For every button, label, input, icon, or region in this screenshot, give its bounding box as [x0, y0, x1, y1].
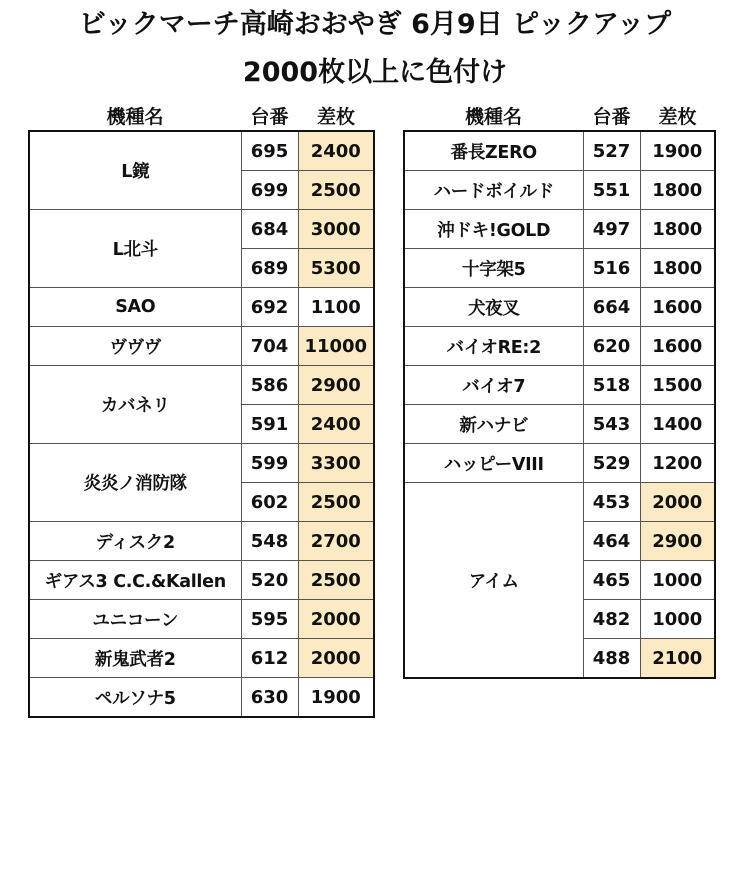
model-name-cell: ペルソナ5	[29, 678, 241, 718]
machine-number-cell: 518	[583, 366, 640, 405]
model-name-cell: アイム	[404, 483, 583, 679]
diff-cell: 1800	[640, 249, 715, 288]
right-results-table	[403, 100, 716, 679]
model-name-cell: 犬夜叉	[404, 288, 583, 327]
diff-cell: 1500	[640, 366, 715, 405]
diff-cell-highlighted: 2900	[640, 522, 715, 561]
diff-cell: 1600	[640, 288, 715, 327]
model-name-cell: バイオRE:2	[404, 327, 583, 366]
machine-number-cell: 630	[241, 678, 298, 718]
diff-cell: 1100	[298, 288, 374, 327]
model-name-cell: 新ハナビ	[404, 405, 583, 444]
machine-number-cell: 529	[583, 444, 640, 483]
left-header-row	[29, 100, 374, 131]
table-row	[29, 444, 374, 483]
diff-cell-highlighted: 2400	[298, 131, 374, 171]
table-row	[29, 288, 374, 327]
column-header-diff: 差枚	[316, 105, 355, 128]
machine-number-cell: 599	[241, 444, 298, 483]
machine-number-cell: 684	[241, 210, 298, 249]
machine-number-cell: 692	[241, 288, 298, 327]
column-header-model: 機種名	[106, 105, 164, 128]
model-name-cell: 炎炎ノ消防隊	[29, 444, 241, 522]
diff-cell-highlighted: 2000	[298, 639, 374, 678]
machine-number-cell: 591	[241, 405, 298, 444]
machine-number-cell: 704	[241, 327, 298, 366]
model-name-cell: ディスク2	[29, 522, 241, 561]
table-row	[29, 561, 374, 600]
table-row	[404, 366, 715, 405]
table-row	[29, 366, 374, 405]
diff-cell: 1600	[640, 327, 715, 366]
machine-number-cell: 602	[241, 483, 298, 522]
table-row	[29, 210, 374, 249]
page-subtitle: 2000枚以上に色付け	[242, 57, 508, 88]
machine-number-cell: 453	[583, 483, 640, 522]
column-header-diff: 差枚	[658, 105, 697, 128]
model-name-cell: 沖ドキ!GOLD	[404, 210, 583, 249]
model-name-cell: 十字架5	[404, 249, 583, 288]
diff-cell-highlighted: 3300	[298, 444, 374, 483]
column-header-model: 機種名	[464, 105, 522, 128]
machine-number-cell: 664	[583, 288, 640, 327]
model-name-cell: カバネリ	[29, 366, 241, 444]
model-name-cell: ユニコーン	[29, 600, 241, 639]
machine-number-cell: 699	[241, 171, 298, 210]
diff-cell-highlighted: 2000	[640, 483, 715, 522]
diff-cell-highlighted: 2000	[298, 600, 374, 639]
machine-number-cell: 548	[241, 522, 298, 561]
table-row	[404, 405, 715, 444]
machine-number-cell: 497	[583, 210, 640, 249]
table-row	[29, 678, 374, 718]
diff-cell-highlighted: 2900	[298, 366, 374, 405]
diff-cell-highlighted: 11000	[298, 327, 374, 366]
machine-number-cell: 488	[583, 639, 640, 679]
diff-cell: 1900	[640, 131, 715, 171]
diff-cell: 1000	[640, 561, 715, 600]
table-row	[29, 600, 374, 639]
machine-number-cell: 620	[583, 327, 640, 366]
table-row	[404, 288, 715, 327]
column-header-machine: 台番	[592, 105, 631, 128]
table-row	[29, 639, 374, 678]
machine-number-cell: 520	[241, 561, 298, 600]
machine-number-cell: 551	[583, 171, 640, 210]
table-row	[404, 210, 715, 249]
model-name-cell: 番長ZERO	[404, 131, 583, 171]
machine-number-cell: 543	[583, 405, 640, 444]
machine-number-cell: 482	[583, 600, 640, 639]
table-row	[404, 249, 715, 288]
diff-cell: 1800	[640, 171, 715, 210]
model-name-cell: ハッピーVIII	[404, 444, 583, 483]
table-row	[404, 483, 715, 522]
machine-number-cell: 695	[241, 131, 298, 171]
model-name-cell: L北斗	[29, 210, 241, 288]
model-name-cell: L鏡	[29, 131, 241, 210]
page-title: ビックマーチ高崎おおやぎ 6月9日 ピックアップ	[78, 9, 672, 40]
table-row	[29, 522, 374, 561]
machine-number-cell: 586	[241, 366, 298, 405]
diff-cell-highlighted: 5300	[298, 249, 374, 288]
diff-cell-highlighted: 2700	[298, 522, 374, 561]
table-row	[404, 131, 715, 171]
machine-number-cell: 689	[241, 249, 298, 288]
model-name-cell: ギアス3 C.C.&Kallen	[29, 561, 241, 600]
model-name-cell: ハードボイルド	[404, 171, 583, 210]
diff-cell-highlighted: 2400	[298, 405, 374, 444]
machine-number-cell: 612	[241, 639, 298, 678]
table-row	[404, 171, 715, 210]
right-table-body	[404, 131, 715, 678]
machine-number-cell: 527	[583, 131, 640, 171]
diff-cell: 1800	[640, 210, 715, 249]
model-name-cell: 新鬼武者2	[29, 639, 241, 678]
machine-number-cell: 464	[583, 522, 640, 561]
diff-cell: 1900	[298, 678, 374, 718]
machine-number-cell: 465	[583, 561, 640, 600]
diff-cell-highlighted: 2500	[298, 483, 374, 522]
diff-cell-highlighted: 2500	[298, 171, 374, 210]
table-row	[29, 327, 374, 366]
model-name-cell: ヴヴヴ	[29, 327, 241, 366]
table-row	[404, 327, 715, 366]
table-row	[404, 444, 715, 483]
diff-cell-highlighted: 3000	[298, 210, 374, 249]
left-table-body	[29, 131, 374, 717]
left-results-table	[28, 100, 375, 718]
model-name-cell: バイオ7	[404, 366, 583, 405]
diff-cell: 1200	[640, 444, 715, 483]
diff-cell: 1400	[640, 405, 715, 444]
column-header-machine: 台番	[250, 105, 289, 128]
diff-cell: 1000	[640, 600, 715, 639]
diff-cell-highlighted: 2100	[640, 639, 715, 679]
model-name-cell: SAO	[29, 288, 241, 327]
table-row	[29, 131, 374, 171]
machine-number-cell: 595	[241, 600, 298, 639]
machine-number-cell: 516	[583, 249, 640, 288]
diff-cell-highlighted: 2500	[298, 561, 374, 600]
right-header-row	[404, 100, 715, 131]
